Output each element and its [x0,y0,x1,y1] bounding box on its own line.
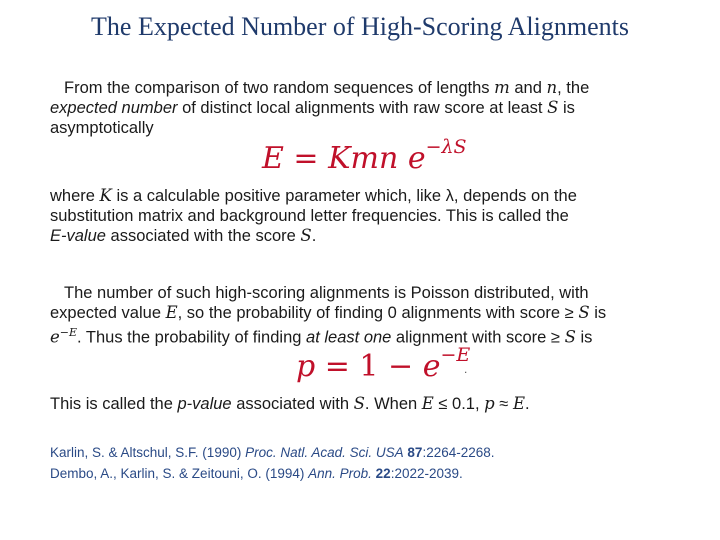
equation-period: . [464,362,468,376]
paragraph-expected-number: From the comparison of two random sequences of lengths m and n, the expected number of distinct local alignments with raw score at least S is asymptotically [50,78,590,137]
equation-p-value: $p = 1 - e^{-E}$ [296,344,471,384]
paragraph-p-value: This is called the p-value associated with S. When E ≤ 0.1, p ≈ E. [50,394,530,413]
paragraph-k-parameter: where K is a calculable positive parameter which, like λ, depends on the substitution matrix and background letter frequencies. This is called the E-value associated with the score S. [50,186,577,245]
reference-karlin-altschul: Karlin, S. & Altschul, S.F. (1990) Proc. Natl. Acad. Sci. USA 87:2264-2268. [50,445,495,460]
reference-dembo-karlin-zeitouni: Dembo, A., Karlin, S. & Zeitouni, O. (1994) Ann. Prob. 22:2022-2039. [50,466,463,481]
slide-title: The Expected Number of High-Scoring Alignments [91,12,629,41]
paragraph-poisson: The number of such high-scoring alignments is Poisson distributed, with expected value E, so the probability of finding 0 alignments with score ≥ S is $e^{-E}$. Thus the probability of finding at least one alignment with score ≥ S is [50,284,607,347]
equation-e-value: E = Kmn $e^{-\lambda S}$ [262,136,467,176]
